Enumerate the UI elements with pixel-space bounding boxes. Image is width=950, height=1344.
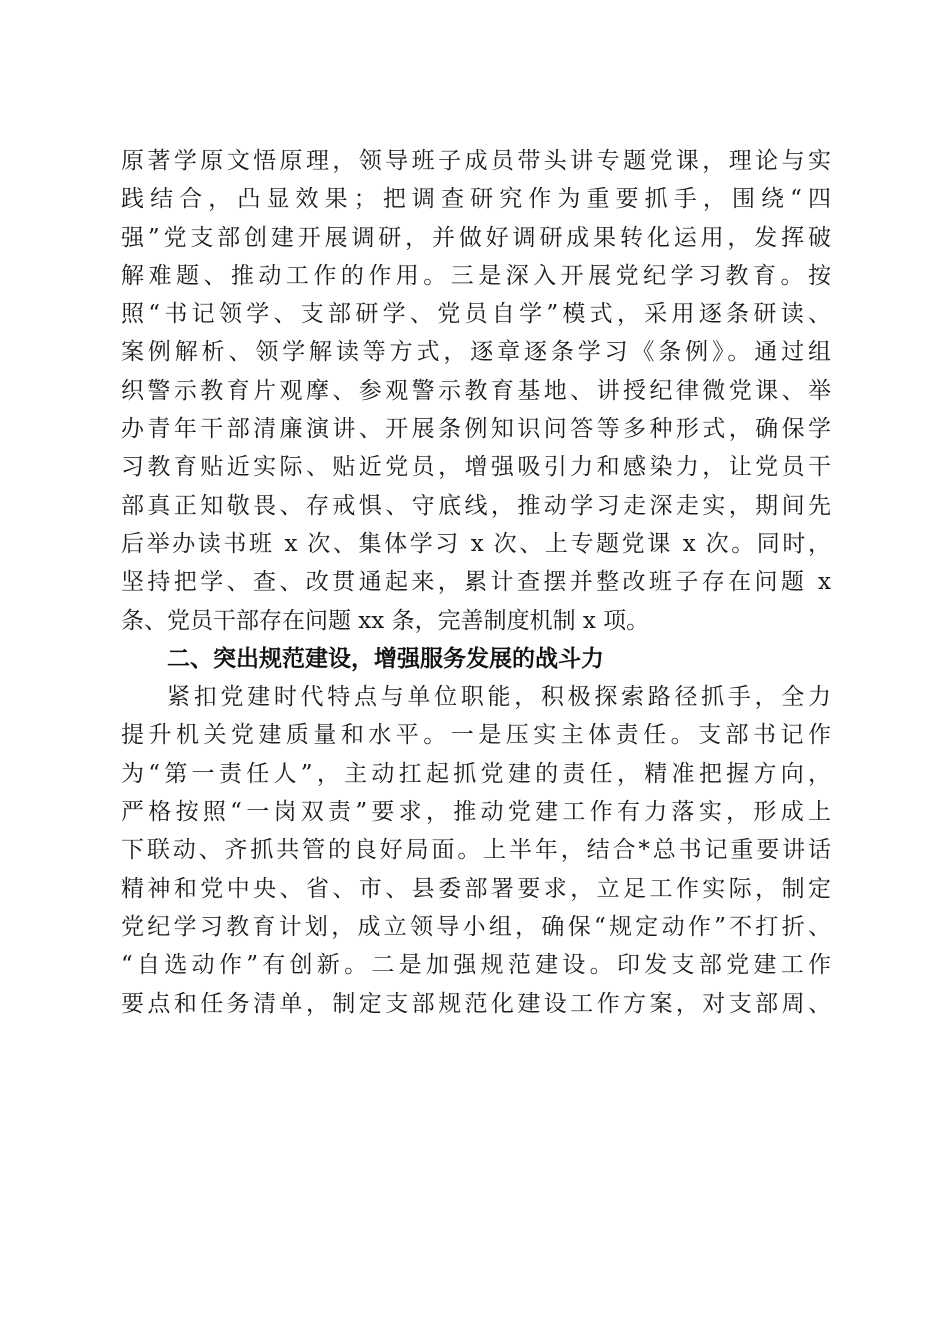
paragraph-line: 条、党员干部存在问题 xx 条，完善制度机制 x 项。 xyxy=(121,607,650,634)
paragraph-line: 要点和任务清单，制定支部规范化建设工作方案，对支部周、 xyxy=(121,990,831,1017)
paragraph-line: 织警示教育片观摩、参观警示教育基地、讲授纪律微党课、举 xyxy=(121,377,831,404)
paragraph-line: 党纪学习教育计划，成立领导小组，确保“规定动作”不打折、 xyxy=(121,913,831,940)
section-heading: 二、突出规范建设，增强服务发展的战斗力 xyxy=(167,645,604,672)
paragraph-line: 下联动、齐抓共管的良好局面。上半年，结合*总书记重要讲话 xyxy=(121,837,831,864)
paragraph-line: 提升机关党建质量和水平。一是压实主体责任。支部书记作 xyxy=(121,722,831,749)
paragraph-line: 强”党支部创建开展调研，并做好调研成果转化运用，发挥破 xyxy=(121,224,831,251)
document-body xyxy=(121,142,831,1023)
paragraph-line: 后举办读书班 x 次、集体学习 x 次、上专题党课 x 次。同时， xyxy=(121,530,831,557)
paragraph-line: 紧扣党建时代特点与单位职能，积极探索路径抓手，全力 xyxy=(167,684,831,711)
paragraph-line: “自选动作”有创新。二是加强规范建设。印发支部党建工作 xyxy=(121,952,831,979)
paragraph-line: 原著学原文悟原理，领导班子成员带头讲专题党课，理论与实 xyxy=(121,148,831,174)
paragraph-line: 习教育贴近实际、贴近党员，增强吸引力和感染力，让党员干 xyxy=(121,454,831,481)
paragraph-line: 部真正知敬畏、存戒惧、守底线，推动学习走深走实，期间先 xyxy=(121,492,831,519)
paragraph-line: 精神和党中央、省、市、县委部署要求，立足工作实际，制定 xyxy=(121,875,831,902)
paragraph-line: 严格按照“一岗双责”要求，推动党建工作有力落实，形成上 xyxy=(121,799,831,826)
paragraph-line: 践结合，凸显效果；把调查研究作为重要抓手，围绕“四 xyxy=(121,186,831,213)
paragraph-line: 坚持把学、查、改贯通起来，累计查摆并整改班子存在问题 x xyxy=(121,569,831,596)
paragraph-line: 办青年干部清廉演讲、开展条例知识问答等多种形式，确保学 xyxy=(121,416,831,443)
paragraph-line: 照“书记领学、支部研学、党员自学”模式，采用逐条研读、 xyxy=(121,301,831,328)
paragraph-2 xyxy=(121,678,831,1023)
paragraph-line: 为“第一责任人”，主动扛起抓党建的责任，精准把握方向， xyxy=(121,760,831,787)
paragraph-line: 案例解析、领学解读等方式，逐章逐条学习《条例》。通过组 xyxy=(121,339,831,366)
paragraph-line: 解难题、推动工作的作用。三是深入开展党纪学习教育。按 xyxy=(121,262,831,289)
paragraph-1 xyxy=(121,142,831,640)
